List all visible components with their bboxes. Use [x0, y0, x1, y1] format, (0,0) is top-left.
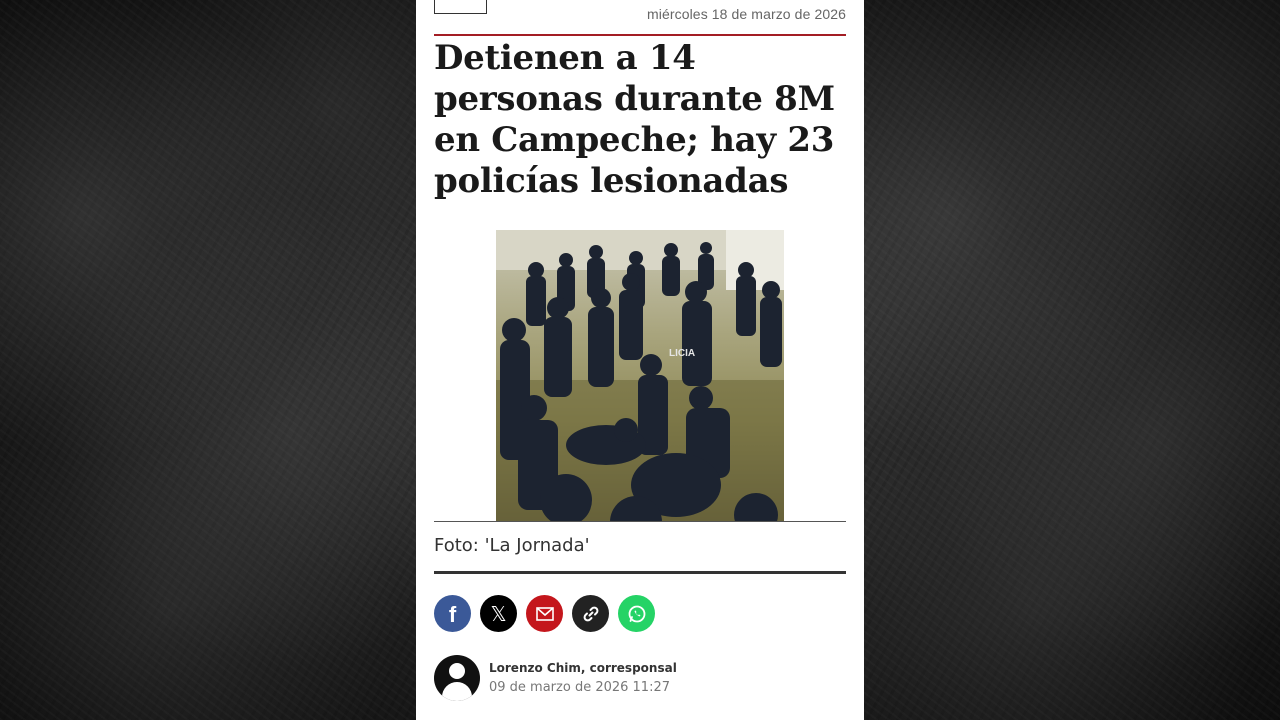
site-logo[interactable] [434, 0, 487, 14]
header-date: miércoles 18 de marzo de 2026 [646, 6, 846, 22]
mail-icon [536, 607, 554, 621]
share-bar [434, 595, 655, 632]
avatar-body-shape [442, 682, 472, 701]
author-byline [434, 655, 677, 701]
avatar-head-shape [449, 663, 465, 679]
article-headline: Detienen a 14 personas durante 8M en Campeche; hay 23 policías lesionadas [434, 38, 835, 201]
background-texture-left [0, 0, 416, 720]
author-name[interactable]: Lorenzo Chim, corresponsal [489, 661, 677, 675]
share-email-button[interactable] [526, 595, 563, 632]
share-whatsapp-button[interactable] [618, 595, 655, 632]
link-icon [582, 605, 600, 623]
top-bar [434, 0, 846, 36]
publish-date: 09 de marzo de 2026 11:27 [489, 680, 671, 695]
share-x-button[interactable] [480, 595, 517, 632]
facebook-icon: f [448, 601, 457, 627]
background-texture-right [864, 0, 1280, 720]
x-icon: 𝕏 [490, 601, 507, 626]
article-page [416, 0, 864, 720]
photo-caption: Foto: 'La Jornada' [434, 535, 590, 556]
caption-divider [434, 571, 846, 574]
photo-divider [434, 521, 846, 522]
copy-link-button[interactable] [572, 595, 609, 632]
article-photo[interactable] [496, 230, 784, 522]
share-facebook-button[interactable] [434, 595, 471, 632]
whatsapp-icon [627, 604, 647, 624]
photo-overlay-text: LICIA [669, 348, 696, 359]
author-info [489, 661, 677, 695]
author-avatar [434, 655, 480, 701]
